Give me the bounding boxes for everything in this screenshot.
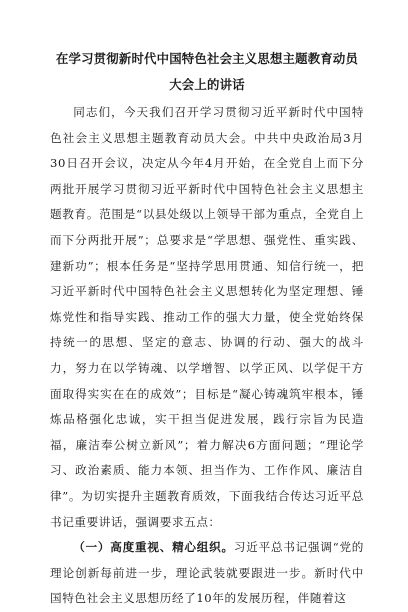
body-paragraph-1 [50, 100, 364, 535]
paragraph-2-text: 习近平总书记强调“党的理论创新每前进一步，理论武装就要跟进一步。新时代中国特色社会主义思想历经了10年的发展历程，伴随着这 [50, 540, 364, 606]
document-title: 在学习贯彻新时代中国特色社会主义思想主题教育动员大会上的讲话 [55, 51, 359, 92]
section-heading-1: （一）高度重视、精心组织。 [73, 540, 234, 555]
paragraph-1-text: 同志们，今天我们召开学习贯彻习近平新时代中国特色社会主义思想主题教育动员大会。中共中央政治局3月30日召开会议，决定从今年4月开始，在全党自上而下分两批开展学习贯彻习近平新时代中国特色社会主义思想主题教育。范围是“以县处级以上领导干部为重点，全党自上而下分两批开展”；总要求是“学思想、强党性、重实践、建新功”；根本任务是“坚持学思用贯通、知信行统一，把习近平新时代中国特色社会主义思想转化为坚定理想、锤炼党性和指导实践、推动工作的强大力量，使全党始终保持统一的思想、坚定的意志、协调的行动、强大的战斗力，努力在以学铸魂、以学增智、以学正风、以学促干方面取得实实在在的成效”；目标是“凝心铸魂筑牢根本，锤炼品格强化忠诚，实干担当促进发展，践行宗旨为民造福，廉洁奉公树立新风”；着力解决6方面问题；“理论学习、政治素质、能力本领、担当作为、工作作风、廉洁自律”。为切实提升主题教育质效，下面我结合传达习近平总书记重要讲话，强调要求五点： [50, 105, 364, 529]
body-paragraph-2 [50, 535, 364, 612]
